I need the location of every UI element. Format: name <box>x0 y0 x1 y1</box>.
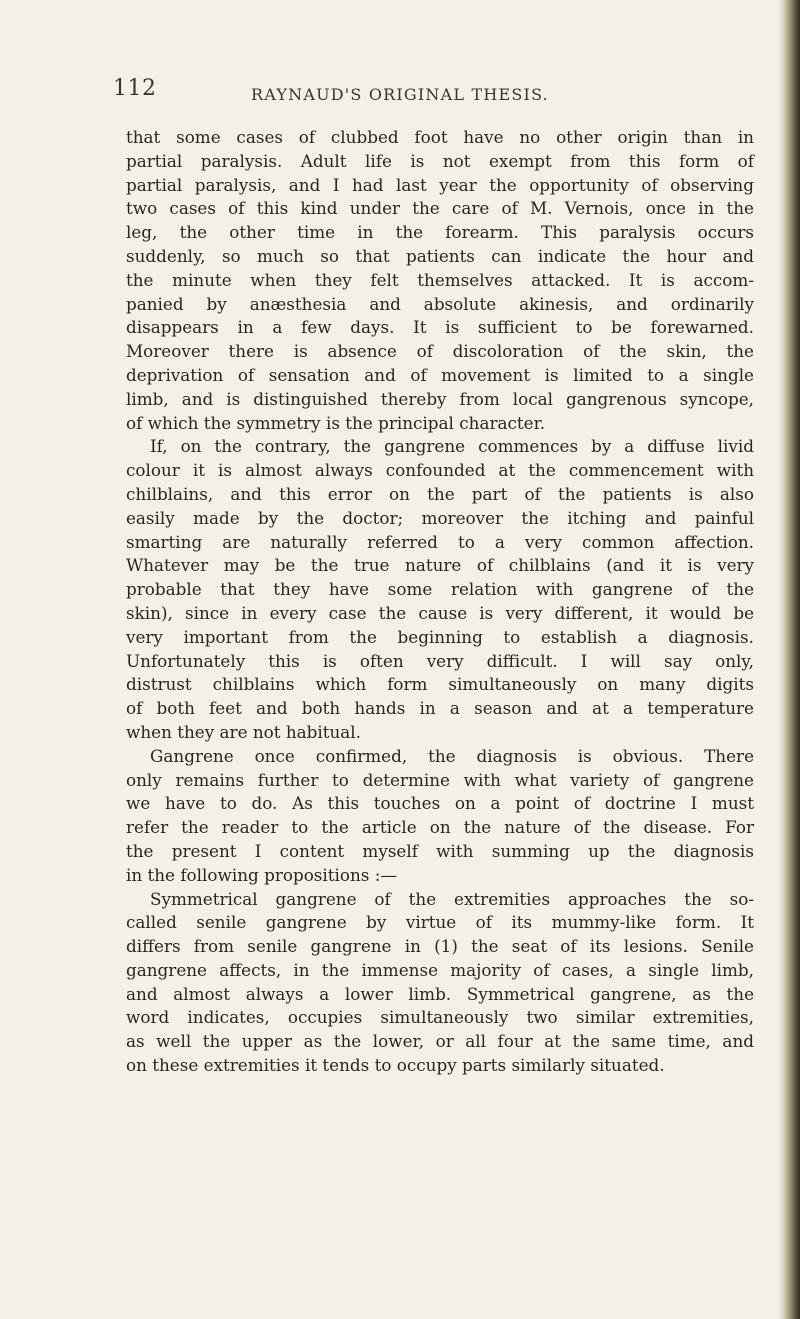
text-line: disappears in a few days. It is sufficient to be forewarned. <box>126 317 754 338</box>
text-line: leg, the other time in the forearm. This paralysis occurs <box>126 222 754 243</box>
text-line: as well the upper as the lower, or all four at the same time, and <box>126 1031 754 1052</box>
text-line: deprivation of sensation and of movement is limited to a single <box>126 364 754 385</box>
text-line: the minute when they felt themselves attacked. It is accom- <box>126 269 754 290</box>
text-line: and almost always a lower limb. Symmetrical gangrene, as the <box>126 983 754 1004</box>
text-line: Gangrene once confirmed, the diagnosis is obvious. There <box>150 745 754 766</box>
text-line: when they are not habitual. <box>126 721 362 742</box>
text-line: refer the reader to the article on the nature of the disease. For <box>126 817 754 838</box>
text-line: partial paralysis. Adult life is not exempt from this form of <box>126 150 754 171</box>
text-line: limb, and is distinguished thereby from local gangrenous syncope, <box>126 388 754 409</box>
text-line: only remains further to determine with what variety of gangrene <box>126 769 754 790</box>
text-line: word indicates, occupies simultaneously two similar extremities, <box>126 1007 754 1028</box>
body-text <box>126 126 754 1078</box>
text-line: Symmetrical gangrene of the extremities approaches the so- <box>150 888 754 909</box>
text-line: Whatever may be the true nature of chilblains (and it is very <box>126 555 754 576</box>
page-number: 112 <box>113 76 157 101</box>
text-line: chilblains, and this error on the part of the patients is also <box>126 483 754 504</box>
text-line: of both feet and both hands in a season and at a temperature <box>126 698 754 719</box>
text-line: Moreover there is absence of discoloration of the skin, the <box>126 341 754 362</box>
text-line: Unfortunately this is often very difficult. I will say only, <box>126 650 754 671</box>
text-line: that some cases of clubbed foot have no other origin than in <box>126 127 754 147</box>
text-line: suddenly, so much so that patients can indicate the hour and <box>126 245 754 266</box>
text-line: If, on the contrary, the gangrene commences by a diffuse livid <box>150 436 754 457</box>
text-line: we have to do. As this touches on a point of doctrine I must <box>126 793 754 814</box>
text-line: in the following propositions :— <box>126 864 398 885</box>
text-line: probable that they have some relation with gangrene of the <box>126 579 754 600</box>
text-line: partial paralysis, and I had last year the opportunity of observing <box>126 174 754 195</box>
text-line: of which the symmetry is the principal character. <box>126 412 546 433</box>
text-line: easily made by the doctor; moreover the itching and painful <box>126 507 754 528</box>
text-line: on these extremities it tends to occupy parts similarly situated. <box>126 1055 665 1076</box>
text-line: gangrene affects, in the immense majority of cases, a single limb, <box>126 959 754 980</box>
text-line: called senile gangrene by virtue of its mummy-like form. It <box>126 912 754 933</box>
running-head: RAYNAUD'S ORIGINAL THESIS. <box>251 85 549 104</box>
page-binding-shadow <box>778 0 800 1319</box>
text-line: smarting are naturally referred to a very common affection. <box>126 531 754 552</box>
text-line: colour it is almost always confounded at the commencement with <box>126 460 754 481</box>
text-line: skin), since in every case the cause is very different, it would be <box>126 602 754 623</box>
text-line: differs from senile gangrene in (1) the seat of its lesions. Senile <box>126 936 754 957</box>
text-line: very important from the beginning to establish a diagnosis. <box>126 626 754 647</box>
text-line: the present I content myself with summing up the diagnosis <box>126 840 754 861</box>
text-line: distrust chilblains which form simultaneously on many digits <box>126 674 754 695</box>
text-line: panied by anæsthesia and absolute akinesis, and ordinarily <box>126 293 754 314</box>
text-line: two cases of this kind under the care of M. Vernois, once in the <box>126 198 754 219</box>
